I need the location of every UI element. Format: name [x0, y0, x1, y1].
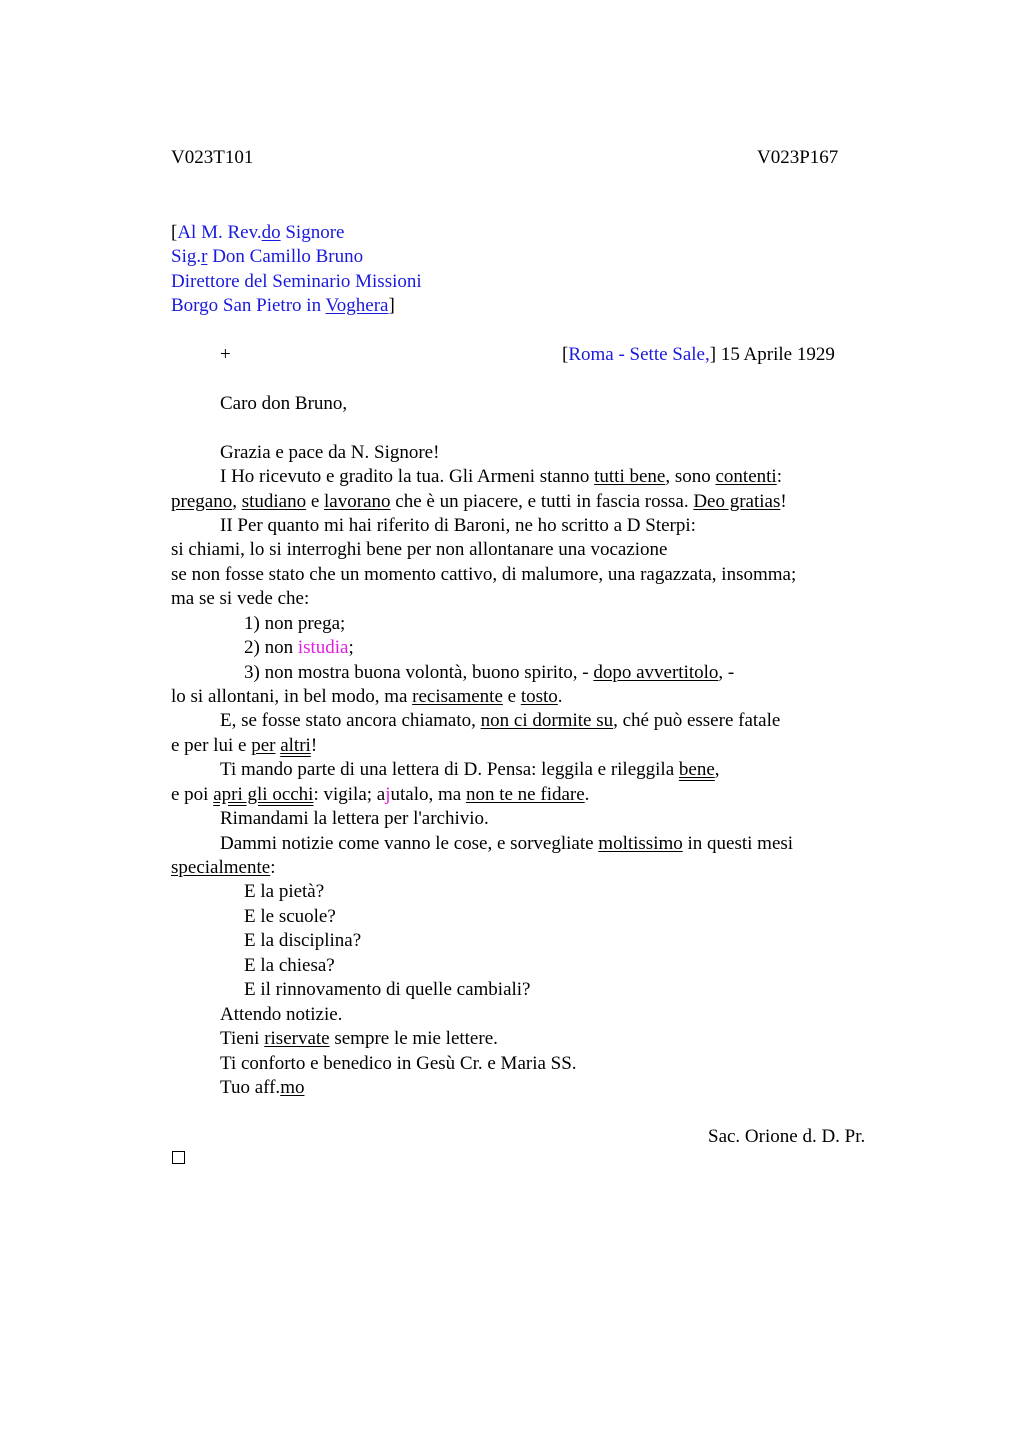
paragraph-7: Attendo notizie. [220, 1004, 343, 1025]
list-item: 1) non prega; [244, 613, 346, 634]
question-item: E la pietà? [244, 881, 325, 902]
question-item: E il rinnovamento di quelle cambiali? [244, 979, 531, 1000]
greeting: Grazia e pace da N. Signore! [220, 442, 440, 463]
paragraph-8: Tieni riservate sempre le mie lettere. [220, 1028, 498, 1049]
end-box-icon [172, 1151, 185, 1164]
paragraph-5: Rimandami la lettera per l'archivio. [220, 808, 489, 829]
cross-mark: + [220, 344, 231, 365]
paragraph-2: II Per quanto mi hai riferito di Baroni, ne ho scritto a D Sterpi: [220, 515, 696, 536]
question-item: E la chiesa? [244, 955, 335, 976]
paragraph-9: Ti conforto e benedico in Gesù Cr. e Maria SS. [220, 1053, 577, 1074]
signature: Sac. Orione d. D. Pr. [708, 1126, 866, 1147]
question-item: E le scuole? [244, 906, 336, 927]
paragraph-3: E, se fosse stato ancora chiamato, non ci dormite su, ché può essere fatale [220, 710, 781, 731]
paragraph-1: I Ho ricevuto e gradito la tua. Gli Armeni stanno tutti bene, sono contenti: [220, 466, 782, 487]
paragraph-4: Ti mando parte di una lettera di D. Pensa: leggila e rileggila bene, [220, 759, 720, 780]
list-item: 3) non mostra buona volontà, buono spirito, - dopo avvertitolo, - [244, 662, 735, 683]
doc-code-right: V023P167 [757, 147, 839, 168]
doc-code-left: V023T101 [171, 147, 254, 168]
paragraph-6: Dammi notizie come vanno le cose, e sorvegliate moltissimo in questi mesi [220, 833, 794, 854]
list-item: 2) non istudia; [244, 637, 354, 658]
question-item: E la disciplina? [244, 930, 362, 951]
dateline: [Roma - Sette Sale,] 15 Aprile 1929 [562, 344, 835, 365]
closing: Tuo aff.mo [220, 1077, 305, 1098]
letter-page: V023T101 V023P167 [Al M. Rev.do Signore Sig.r Don Camillo Bruno Direttore del Seminario Missioni Borgo San Pietro in Voghera] + [Roma - Sette Sale,] 15 Aprile 1929 Caro don Bruno, Grazia e pace da N. Signore! I Ho ricevuto e gradito la tua. Gli Armeni stanno tutti bene, sono contenti: pregano, studiano e lavorano che è un piacere, e tutti in fascia rossa. Deo gratias! II Per quanto mi hai riferito di Baroni, ne ho scritto a D Sterpi: si chiami, lo si interroghi bene per non allontanare una vocazione se non fosse stato che un momento cattivo, di malumore, una ragazzata, insomma; ma se si vede che: 1) non prega; 2) non istudia; 3) non mostra buona volontà, buono spirito, - dopo avvertitolo, - lo si allontani, in bel modo, ma recisamente e tosto. E, se fosse stato ancora chiamato, non ci dormite su, ché può essere fatale e per lui e per altri! Ti mando parte di una lettera di D. Pensa: leggila e rileggila bene, e poi apri gli occhi: vigila; ajutalo, ma non te ne fidare. Rimandami la lettera per l'archivio. Dammi notizie come vanno le cose, e sorvegliate moltissimo in questi mesi specialmente: E la pietà? E le scuole? E la disciplina? E la chiesa? E il rinnovamento di quelle cambiali? Attendo notizie. Tieni riservate sempre le mie lettere. Ti conforto e benedico in Gesù Cr. e Maria SS. Tuo aff.mo Sac. Orione d. D. Pr. [0, 0, 1024, 1450]
salutation: Caro don Bruno, [220, 393, 348, 414]
